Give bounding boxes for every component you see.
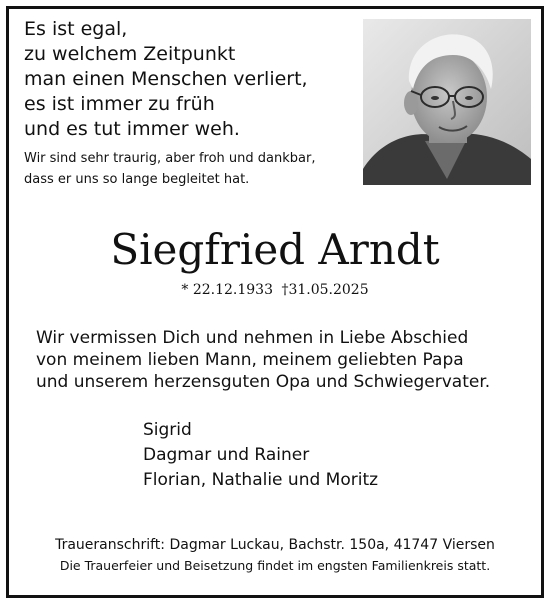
message-line: und unserem herzensguten Opa und Schwiegervater. <box>36 372 491 392</box>
subtext-block <box>24 148 315 190</box>
family-signatures <box>143 418 378 493</box>
deceased-name: Siegfried Arndt <box>110 225 440 274</box>
poem-line: und es tut immer weh. <box>24 118 240 140</box>
death-date: †31.05.2025 <box>281 282 369 298</box>
mourning-address: Traueranschrift: Dagmar Luckau, Bachstr. 150a, 41747 Viersen <box>55 537 495 553</box>
family-member: Dagmar und Rainer <box>143 445 310 465</box>
subtext-line: Wir sind sehr traurig, aber froh und dankbar, <box>24 151 316 166</box>
poem-line: man einen Menschen verliert, <box>24 68 308 90</box>
family-member: Florian, Nathalie und Moritz <box>143 470 379 490</box>
life-dates <box>0 280 550 300</box>
family-member: Sigrid <box>143 420 192 440</box>
message-line: Wir vermissen Dich und nehmen in Liebe Abschied <box>36 328 469 348</box>
birth-date: * 22.12.1933 <box>181 282 273 298</box>
subtext-line: dass er uns so lange begleitet hat. <box>24 172 250 187</box>
portrait-photo <box>363 19 531 185</box>
poem-line: Es ist egal, <box>24 18 128 40</box>
farewell-message <box>36 327 490 393</box>
poem-block <box>24 17 308 142</box>
portrait-illustration <box>363 19 531 185</box>
message-line: von meinem lieben Mann, meinem geliebten Papa <box>36 350 464 370</box>
funeral-notice: Die Trauerfeier und Beisetzung findet im engsten Familienkreis statt. <box>59 558 491 573</box>
poem-line: zu welchem Zeitpunkt <box>24 43 236 65</box>
poem-line: es ist immer zu früh <box>24 93 215 115</box>
